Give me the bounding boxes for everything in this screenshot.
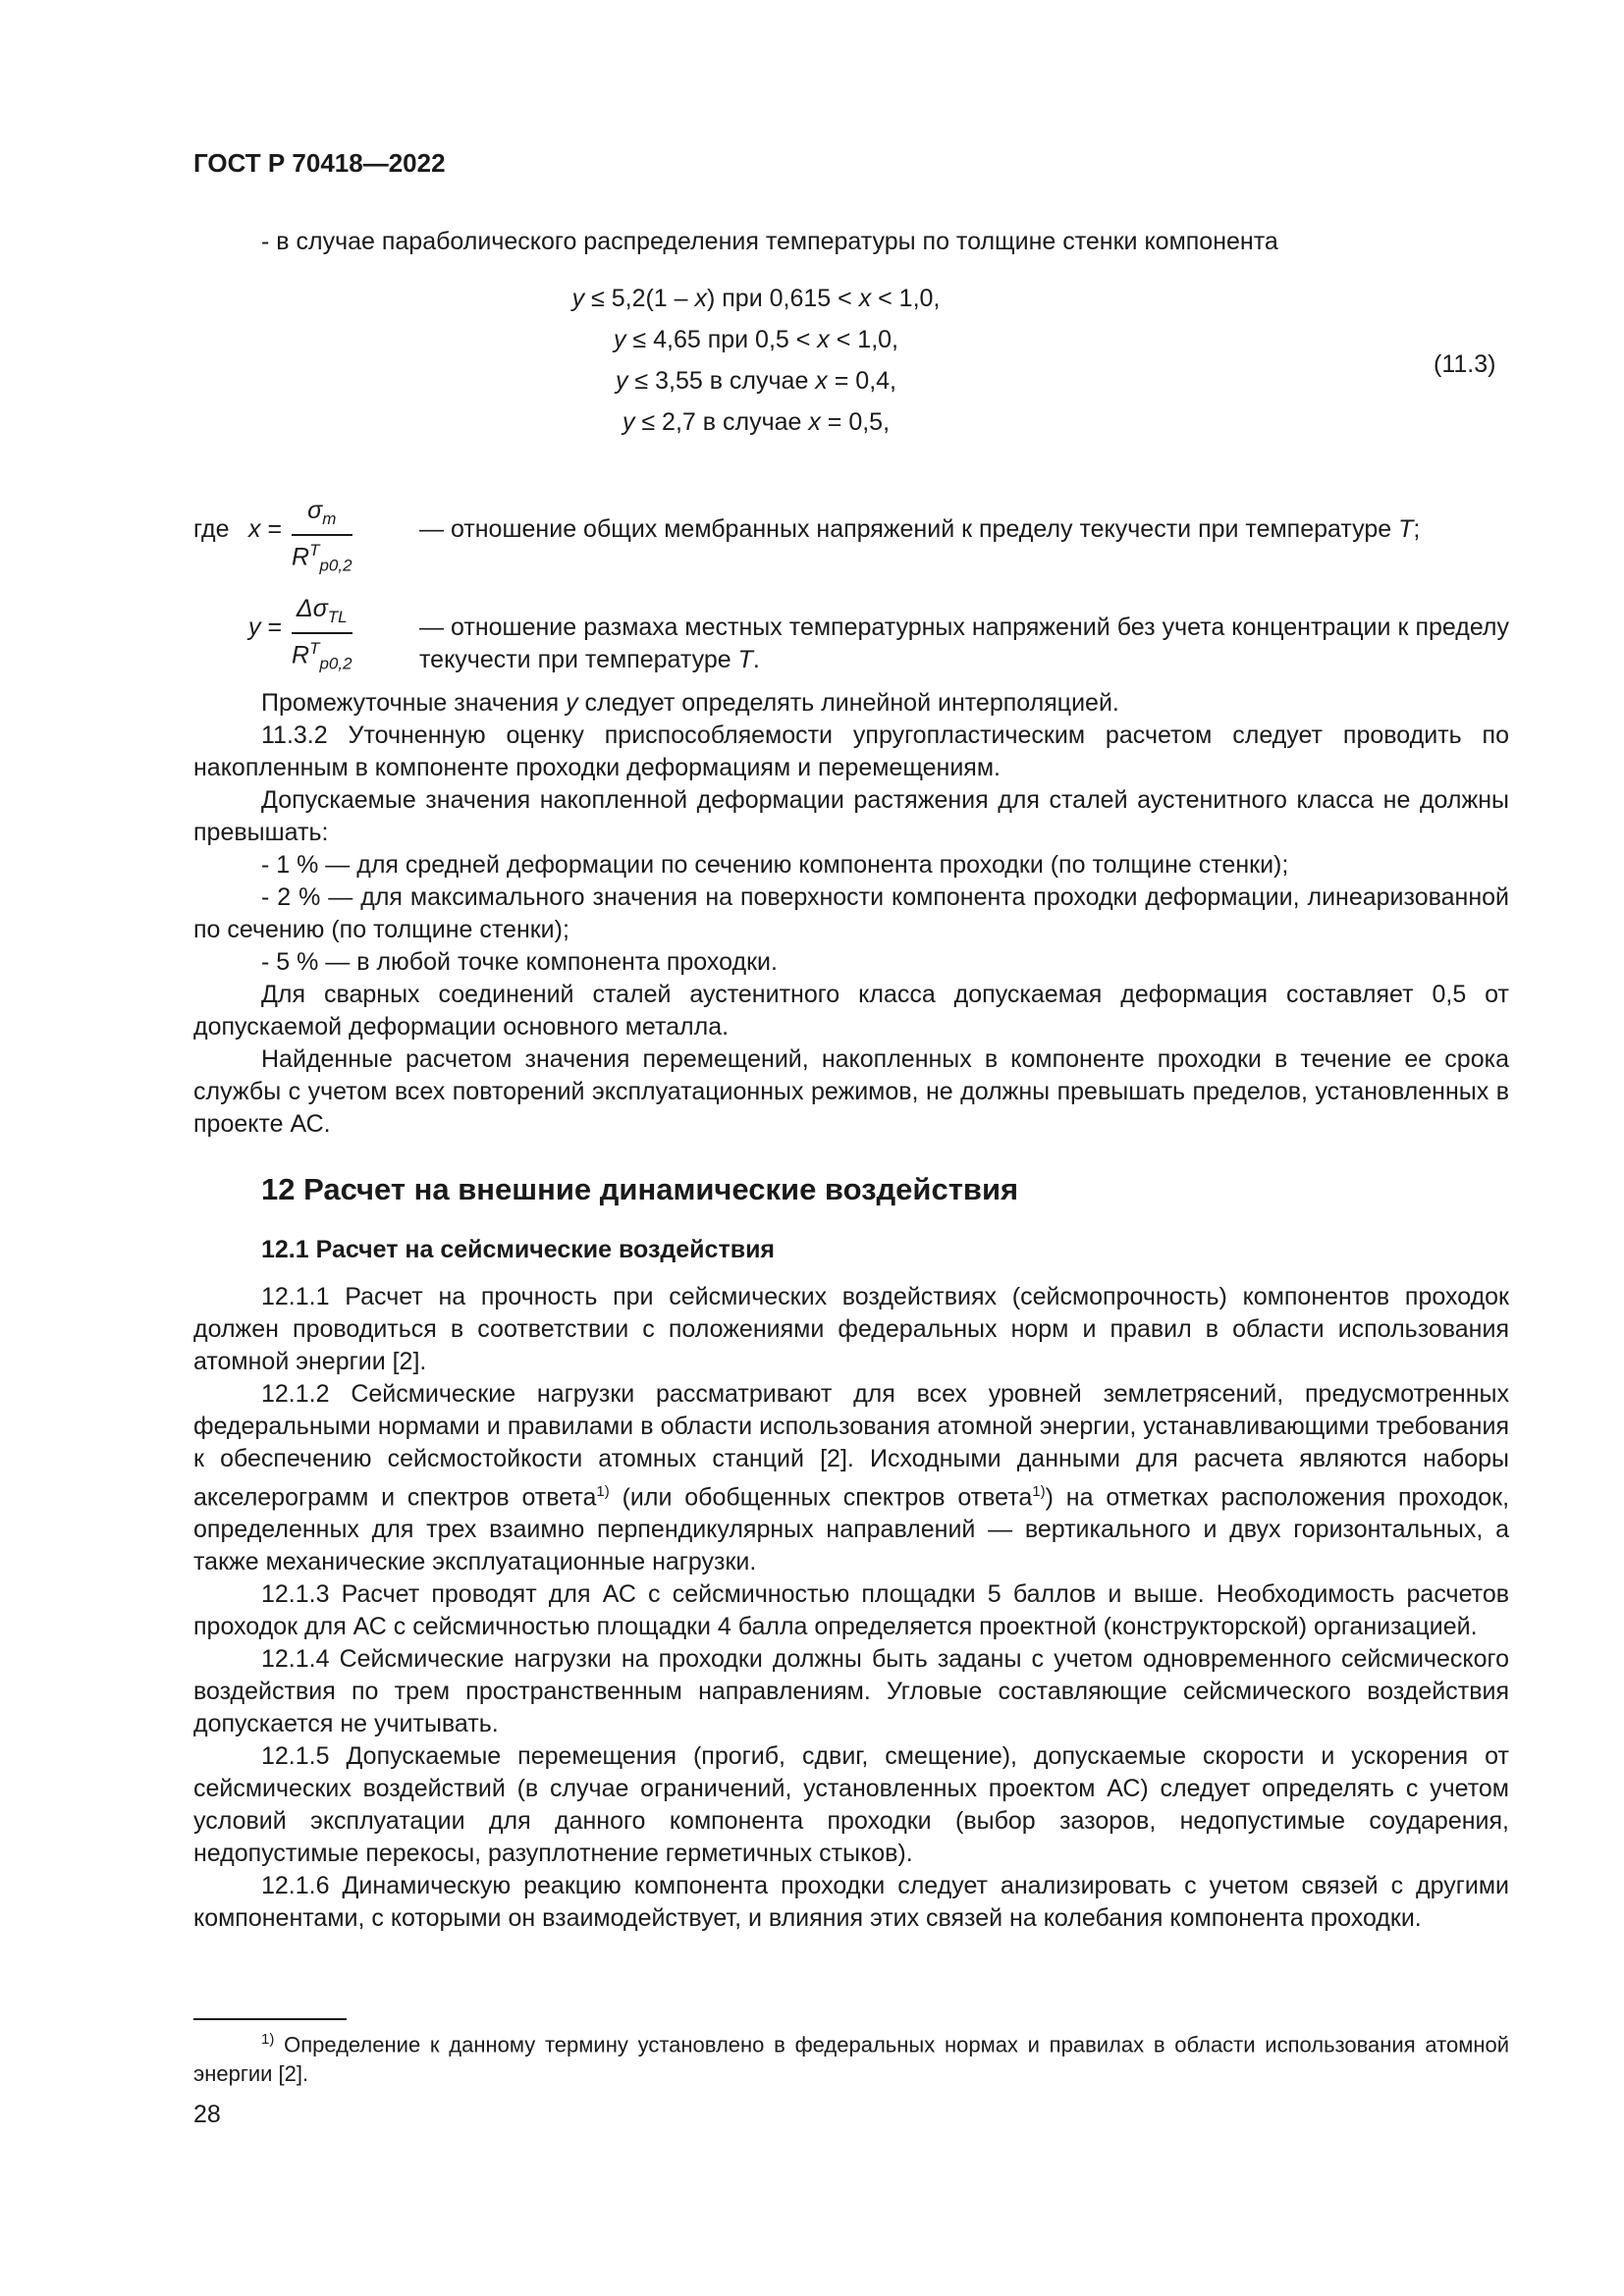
body-text bbox=[193, 687, 1509, 1141]
paragraph: 12.1.6 Динамическую реакцию компонента проходки следует анализировать с учетом связей с другими компонентами, с которыми он взаимодействует, и влияния этих связей на колебания компонента проходки. bbox=[193, 1872, 1509, 1933]
y-definition-text: — отношение размаха местных температурных напряжений без учета концентрации к пределу текучести при температуре T. bbox=[419, 614, 1509, 673]
footnote-ref[interactable]: 1) bbox=[596, 1483, 610, 1500]
formula-line-1: y ≤ 5,2(1 – x) при 0,615 < x < 1,0, bbox=[571, 285, 941, 312]
y-fraction: $\Delta\sigma_{TL}$ $R^T_{p0,2}$ bbox=[292, 595, 352, 673]
paragraph: 12.1.5 Допускаемые перемещения (прогиб, сдвиг, смещение), допускаемые скорости и ускорения от сейсмических воздействий (в случае ограничений, установленных проектом АС) следует определять с учетом условий эксплуатации для данного компонента проходки (выбор зазоров, недопустимые соударения, недопустимые перекосы, разуплотнение герметичных стыков). bbox=[193, 1742, 1509, 1868]
paragraph: Промежуточные значения у следует определять линейной интерполяцией. bbox=[261, 689, 1119, 717]
footnote-ref[interactable]: 1) bbox=[1032, 1483, 1046, 1500]
definition-y: y = $\Delta\sigma_{TL}$ $R^T_{p0,2}$ — отношение размаха местных температурных напряжений без учета концентрации к пределу текучести при температуре T. bbox=[193, 594, 1509, 687]
list-item: - 2 % — для максимального значения на поверхности компонента проходки деформации, линеаризованной по сечению (по толщине стенки); bbox=[193, 883, 1509, 943]
footnote: $^{1)}$ Определение к данному термину установлено в федеральных нормах и правилах в области использования атомной энергии [2]. bbox=[193, 2031, 1509, 2087]
paragraph: 12.1.1 Расчет на прочность при сейсмических воздействиях (сейсмопрочность) компонентов проходок должен проводиться в соответствии с положениями федеральных норм и правил в области использования атомной энергии [2]. bbox=[193, 1283, 1509, 1375]
paragraph: 12.1.3 Расчет проводят для АС с сейсмичностью площадки 5 баллов и выше. Необходимость расчетов проходок для АС с сейсмичностью площадки 4 балла определяется проектной (конструкторской) организацией. bbox=[193, 1580, 1509, 1641]
paragraph: Для сварных соединений сталей аустенитного класса допускаемая деформация составляет 0,5 от допускаемой деформации основного металла. bbox=[193, 981, 1509, 1041]
x-definition-text: — отношение общих мембранных напряжений к пределу текучести при температуре T; bbox=[419, 515, 1421, 543]
formula-line-2: y ≤ 4,65 при 0,5 < x < 1,0, bbox=[613, 326, 898, 353]
formula-line-3: y ≤ 3,55 в случае x = 0,4, bbox=[615, 367, 896, 395]
paragraph: 11.3.2 Уточненную оценку приспособляемости упругопластическим расчетом следует проводить по накопленным в компоненте проходки деформациям и перемещениям. bbox=[193, 721, 1509, 781]
subsection-heading: 12.1 Расчет на сейсмические воздействия bbox=[261, 1236, 776, 1263]
where-label: где bbox=[193, 515, 230, 543]
footnote-mark: 1) bbox=[261, 2031, 275, 2048]
intro-text: - в случае параболического распределения температуры по толщине стенки компонента bbox=[261, 228, 1278, 255]
formula-line-4: y ≤ 2,7 в случае x = 0,5, bbox=[622, 408, 891, 436]
formula-block bbox=[491, 278, 1021, 443]
paragraph: 12.1.2 Сейсмические нагрузки рассматривают для всех уровней землетрясений, предусмотренных федеральными нормами и правилами в области использования атомной энергии, устанавливающими требования к обеспечению сейсмостойкости атомных станций [2]. Исходными данными для расчета являются наборы акселерограмм и спектров ответа$^{1)}$ (или обобщенных спектров ответа$^{1)}$) на отметках расположения проходок, определенных для трех взаимно перпендикулярных направлений — вертикального и двух горизонтальных, а также механические эксплуатационные нагрузки. bbox=[193, 1380, 1510, 1576]
page-number: 28 bbox=[193, 2101, 221, 2128]
document-header: ГОСТ Р 70418—2022 bbox=[193, 148, 446, 178]
list-item: - 1 % — для средней деформации по сечению компонента проходки (по толщине стенки); bbox=[261, 851, 1289, 879]
definition-x: где x = $\sigma_m$ $R^T_{p0,2}$ — отношение общих мембранных напряжений к пределу текучести при температуре T; bbox=[193, 496, 1509, 584]
paragraph: Допускаемые значения накопленной деформации растяжения для сталей аустенитного класса не должны превышать: bbox=[193, 786, 1509, 846]
equation-number: (11.3) bbox=[1434, 350, 1496, 378]
section-heading: 12 Расчет на внешние динамические воздействия bbox=[261, 1172, 1019, 1206]
section-12-text bbox=[193, 1281, 1509, 1935]
paragraph: 12.1.4 Сейсмические нагрузки на проходки должны быть заданы с учетом одновременного сейсмического воздействия по трем пространственным направлениям. Угловые составляющие сейсмического воздействия допускается не учитывать. bbox=[193, 1645, 1509, 1738]
footnote-divider bbox=[193, 2018, 347, 2020]
paragraph: Найденные расчетом значения перемещений, накопленных в компоненте проходки в течение ее срока службы с учетом всех повторений эксплуатационных режимов, не должны превышать пределов, установленных в проекте АС. bbox=[193, 1045, 1509, 1138]
list-item: - 5 % — в любой точке компонента проходки. bbox=[261, 948, 778, 976]
x-fraction: $\sigma_m$ $R^T_{p0,2}$ bbox=[292, 497, 352, 575]
